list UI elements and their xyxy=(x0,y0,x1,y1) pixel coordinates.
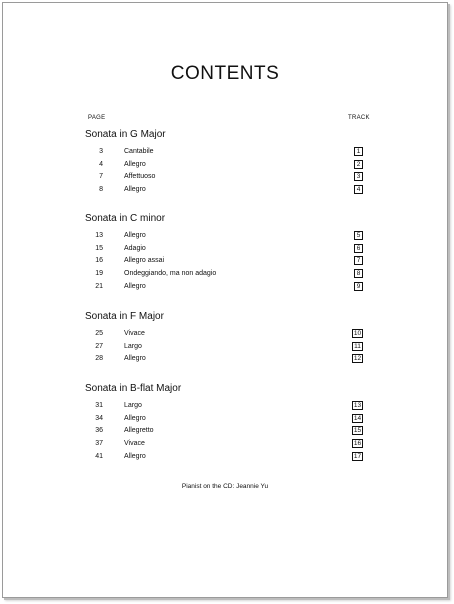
track-number-box: 2 xyxy=(354,160,363,169)
contents-row xyxy=(3,427,447,439)
movement-title: Vivace xyxy=(124,440,145,448)
contents-row xyxy=(3,173,447,185)
page-title: CONTENTS xyxy=(170,63,280,84)
page-number: 27 xyxy=(95,342,103,350)
movement-title: Allegro assai xyxy=(124,257,165,265)
page-number: 13 xyxy=(95,232,103,239)
movement-title: Largo xyxy=(124,342,142,350)
movement-title: Allegro xyxy=(124,160,146,168)
movement-title: Allegro xyxy=(124,186,146,194)
track-number-box: 8 xyxy=(354,269,363,278)
movement-title: Adagio xyxy=(124,244,146,252)
page-number: 36 xyxy=(95,427,103,435)
contents-row xyxy=(3,257,447,269)
movement-title: Allegro xyxy=(124,355,146,363)
movement-title: Ondeggiando, ma non adagio xyxy=(124,270,217,278)
section-title: Sonata in G Major xyxy=(85,129,166,140)
track-number-box: 11 xyxy=(352,342,363,351)
contents-row xyxy=(3,415,447,427)
section-title: Sonata in C minor xyxy=(85,213,166,224)
section-title: Sonata in B-flat Major xyxy=(85,383,182,394)
contents-row xyxy=(3,330,447,342)
track-number-box: 7 xyxy=(354,256,363,265)
track-number-box: 12 xyxy=(353,355,362,363)
movement-title: Allegro xyxy=(124,282,146,290)
track-number-box: 6 xyxy=(354,244,363,253)
movement-title: Allegro xyxy=(124,232,146,239)
contents-row xyxy=(3,355,447,367)
page-number: 4 xyxy=(99,160,103,168)
track-number-box: 16 xyxy=(353,440,362,448)
page-number: 19 xyxy=(95,270,103,278)
page-number: 21 xyxy=(95,282,103,290)
movement-title: Largo xyxy=(124,402,142,409)
page-column-header: PAGE xyxy=(88,115,106,121)
contents-page xyxy=(2,2,448,598)
page-number: 37 xyxy=(95,440,103,448)
contents-row xyxy=(3,402,447,414)
track-number-box: 13 xyxy=(353,402,362,409)
page-number: 16 xyxy=(95,257,103,265)
track-number-box: 10 xyxy=(353,330,362,337)
contents-row xyxy=(3,453,447,465)
track-number-box: 17 xyxy=(353,452,362,460)
track-number-box: 3 xyxy=(354,172,363,181)
page-number: 28 xyxy=(95,355,103,363)
track-number-box: 4 xyxy=(354,185,363,194)
section-title: Sonata in F Major xyxy=(85,311,164,322)
contents-row xyxy=(3,186,447,198)
movement-title: Allegro xyxy=(124,452,146,460)
page-number: 41 xyxy=(95,452,103,460)
track-number-box: 14 xyxy=(353,414,362,422)
contents-row xyxy=(3,283,447,295)
track-number-box: 1 xyxy=(354,147,363,156)
page-number: 8 xyxy=(99,186,103,194)
movement-title: Allegro xyxy=(124,414,146,422)
track-number-box: 15 xyxy=(353,427,362,435)
movement-title: Allegretto xyxy=(124,427,154,435)
page-number: 15 xyxy=(95,244,103,252)
movement-title: Affettuoso xyxy=(124,173,156,181)
page-number: 25 xyxy=(95,330,103,337)
track-column-header: TRACK xyxy=(348,115,370,121)
page-number: 3 xyxy=(99,148,103,155)
movement-title: Cantabile xyxy=(124,148,154,155)
page-number: 31 xyxy=(95,402,103,409)
contents-row xyxy=(3,440,447,452)
movement-title: Vivace xyxy=(124,330,145,337)
contents-row xyxy=(3,245,447,257)
track-number-box: 5 xyxy=(354,231,363,240)
contents-row xyxy=(3,161,447,173)
page-number: 7 xyxy=(99,173,103,181)
track-number-box: 9 xyxy=(354,282,363,291)
contents-row xyxy=(3,232,447,244)
page-number: 34 xyxy=(95,414,103,422)
contents-row xyxy=(3,270,447,282)
contents-row xyxy=(3,148,447,160)
contents-row xyxy=(3,343,447,355)
pianist-credit: Pianist on the CD: Jeannie Yu xyxy=(181,483,269,490)
